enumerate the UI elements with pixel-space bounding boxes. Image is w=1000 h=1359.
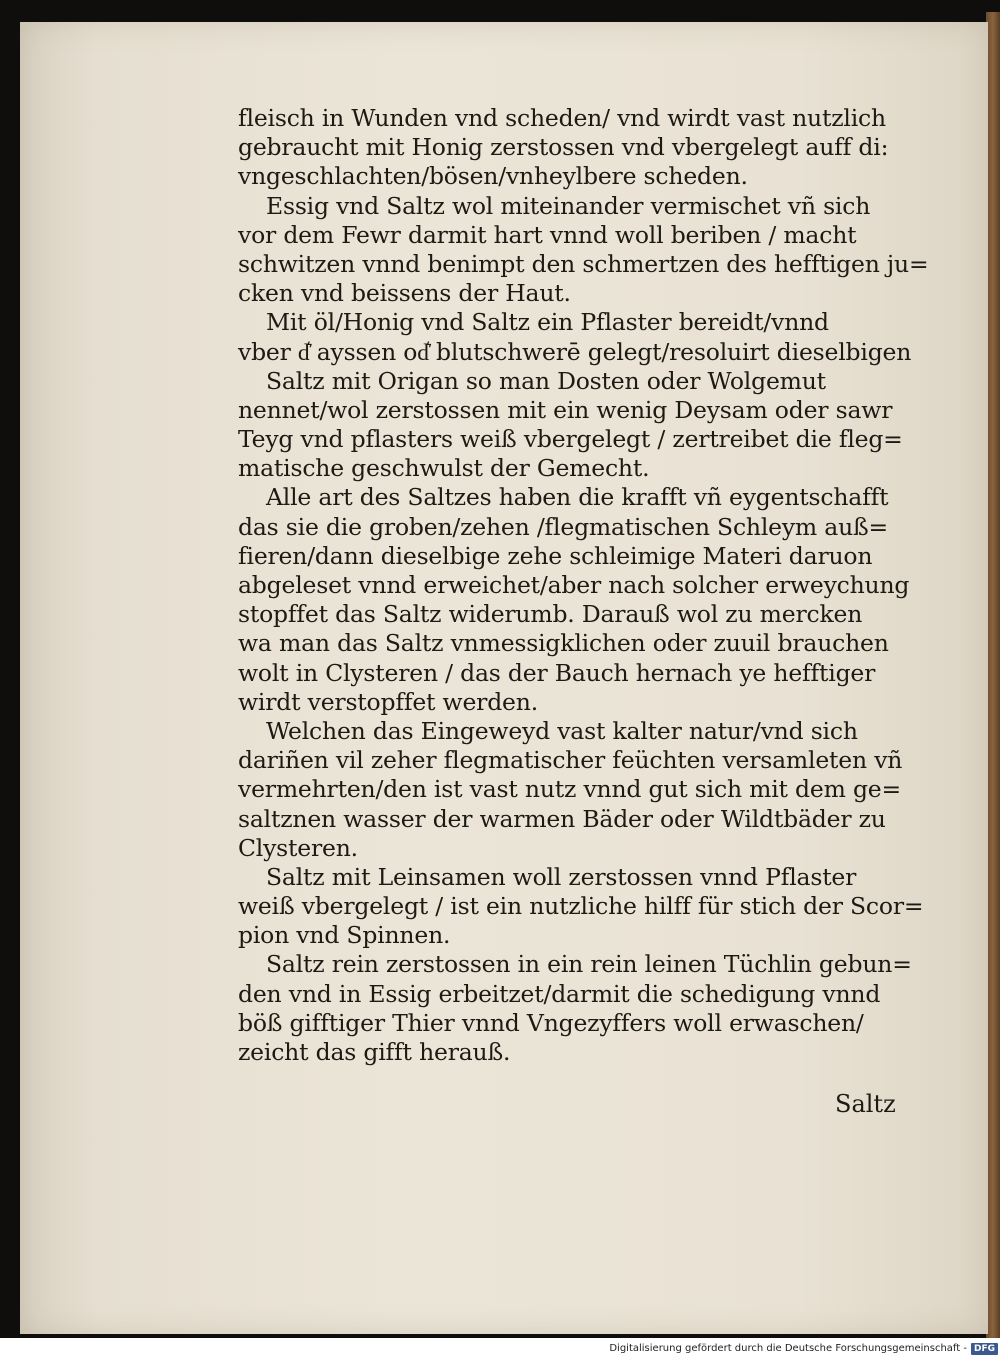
text-line: fleisch in Wunden vnd scheden/ vnd wirdt vast nutzlich (238, 104, 886, 132)
text-line: vngeschlachten/bösen/vnheylbere scheden. (238, 162, 748, 191)
text-line: Saltz mit Leinsamen woll zerstossen vnnd Pflaster (266, 862, 857, 891)
text-line: pion vnd Spinnen. (238, 921, 451, 950)
text-line: Saltz mit Origan so man Dosten oder Wolgemut (266, 366, 826, 395)
text-line: weiß vbergelegt / ist ein nutzliche hilff für stich der Scor= (238, 892, 924, 921)
page-text-block (238, 104, 929, 1067)
text-line: wirdt verstopffet werden. (238, 687, 538, 716)
text-line: wa man das Saltz vnmessigklichen oder zuuil brauchen (238, 629, 889, 658)
text-line: gebraucht mit Honig zerstossen vnd vbergelegt auff di: (238, 133, 889, 162)
text-line: Essig vnd Saltz wol miteinander vermischet vñ sich (266, 191, 871, 220)
text-line: wolt in Clysteren / das der Bauch hernach ye hefftiger (238, 658, 876, 687)
text-line: zeicht das gifft herauß. (238, 1038, 511, 1066)
text-line: vber d͛ ayssen od͛ blutschwerē gelegt/resoluirt dieselbigen (238, 337, 912, 366)
text-line: böß gifftiger Thier vnnd Vngezyffers woll erwaschen/ (238, 1008, 864, 1037)
text-line: matische geschwulst der Gemecht. (238, 454, 650, 483)
book-edge (986, 12, 1000, 1338)
text-line: fieren/dann dieselbige zehe schleimige Materi daruon (238, 541, 873, 570)
digitization-footer (0, 1338, 1000, 1359)
text-line: saltznen wasser der warmen Bäder oder Wildtbäder zu (238, 804, 886, 833)
text-line: abgeleset vnnd erweichet/aber nach solcher erweychung (238, 571, 910, 599)
text-line: nennet/wol zerstossen mit ein wenig Deysam oder sawr (238, 395, 893, 424)
text-line: dariñen vil zeher flegmatischer feüchten versamleten vñ (238, 746, 903, 775)
text-line: Saltz rein zerstossen in ein rein leinen Tüchlin gebun= (266, 950, 912, 979)
text-line: Mit öl/Honig vnd Saltz ein Pflaster bereidt/vnnd (266, 308, 829, 337)
footer-credit: Digitalisierung gefördert durch die Deutsche Forschungsgemeinschaft - (609, 1343, 967, 1354)
text-line: cken vnd beissens der Haut. (238, 279, 571, 308)
text-line: Clysteren. (238, 833, 358, 862)
text-line: den vnd in Essig erbeitzet/darmit die schedigung vnnd (238, 979, 881, 1008)
text-line: Teyg vnd pflasters weiß vbergelegt / zertreibet die fleg= (238, 425, 903, 454)
catchword: Saltz (835, 1090, 896, 1118)
text-line: stopffet das Saltz widerumb. Darauß wol zu mercken (238, 600, 863, 629)
text-line: Alle art des Saltzes haben die krafft vñ eygentschafft (266, 483, 889, 512)
text-line: vor dem Fewr darmit hart vnnd woll beriben / macht (238, 220, 857, 249)
text-line: vermehrten/den ist vast nutz vnnd gut sich mit dem ge= (238, 775, 902, 804)
text-line: schwitzen vnnd benimpt den schmertzen des hefftigen ju= (238, 249, 929, 278)
text-line: das sie die groben/zehen /flegmatischen Schleym auß= (238, 512, 889, 541)
text-line: Welchen das Eingeweyd vast kalter natur/vnd sich (266, 716, 858, 745)
dfg-logo: DFG (971, 1343, 998, 1355)
